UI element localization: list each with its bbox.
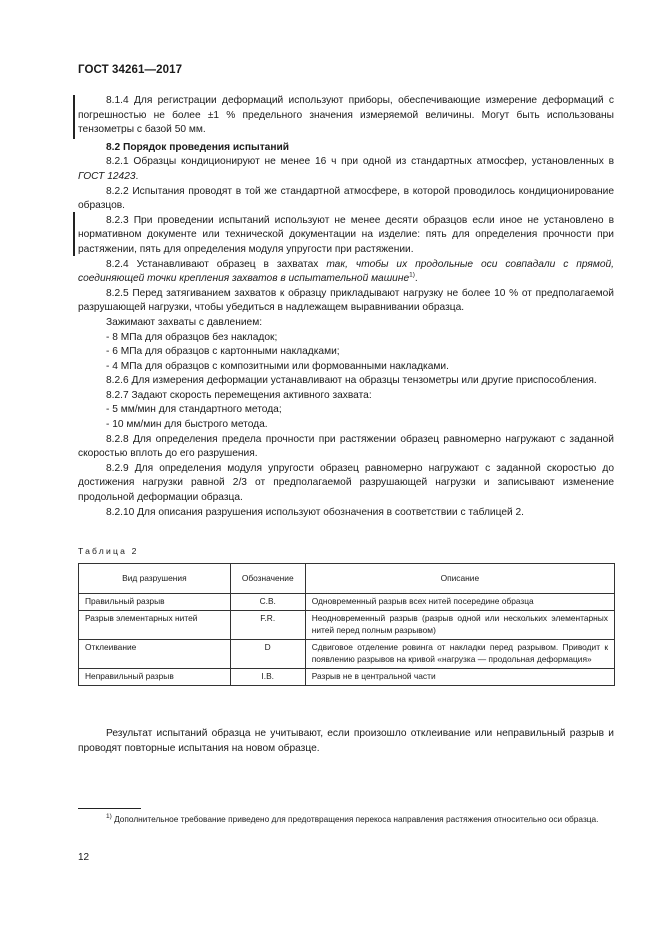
result-paragraph: Результат испытаний образца не учитывают, если произошло отклеивание или неправильный разрыв и проводят повторные испытания на новом образце. bbox=[78, 728, 614, 754]
paragraph-8-2-10: 8.2.10 Для описания разрушения используют обозначения в соответствии с таблицей 2. bbox=[106, 506, 525, 518]
document-header: ГОСТ 34261—2017 bbox=[78, 64, 183, 76]
table-cell: D bbox=[230, 640, 305, 669]
change-bar bbox=[73, 95, 75, 139]
change-bar bbox=[73, 212, 75, 256]
column-header: Обозначение bbox=[230, 564, 305, 594]
table-cell: C.B. bbox=[230, 594, 305, 611]
paragraph-8-2-9: 8.2.9 Для определения модуля упругости образец равномерно нагружают с заданной скоростью до достижения нагрузки равной 2/3 от предполагаемой разрушающей нагрузки и записывают изменение продольной деформации образца. bbox=[78, 462, 614, 504]
paragraph-8-2-4: 8.2.4 Устанавливают образец в захватах так, чтобы их продольные оси совпадали с прямой, соединяющей точки крепления захватов в испытательной машине$^{1)}$. bbox=[78, 258, 614, 285]
paragraph-8-1-4: 8.1.4 Для регистрации деформаций используют приборы, обеспечивающие измерение деформаций с погрешностью не более ±1 % предельного значения измеряемой величины. Могут быть использованы тензометры с базой 50 мм. bbox=[78, 95, 614, 136]
section-heading-8-2: 8.2 Порядок проведения испытаний bbox=[106, 141, 290, 153]
paragraph-8-2-2: 8.2.2 Испытания проводят в той же стандартной атмосфере, в которой проводилось кондиционирование образцов. bbox=[78, 185, 614, 212]
table-row bbox=[79, 640, 615, 669]
table-cell: Неправильный разрыв bbox=[79, 669, 231, 686]
footnote-divider bbox=[78, 808, 141, 809]
paragraph-8-2-3: 8.2.3 При проведении испытаний используют не менее десяти образцов если иное не установлено в нормативном документе или технической документации на изделие: пять для определения прочности при растяжении, пять для определения модуля упругости при растяжении. bbox=[78, 214, 614, 255]
paragraph-8-2-8: 8.2.8 Для определения предела прочности при растяжении образец равномерно нагружают с заданной скоростью вплоть до его разрушения. bbox=[78, 433, 614, 460]
paragraph-8-2-5: 8.2.5 Перед затягиванием захватов к образцу прикладывают нагрузку не более 10 % от предполагаемой разрушающей нагрузки, чтобы убедиться в надлежащем выравнивании образца. bbox=[78, 287, 614, 314]
table-cell: Разрыв элементарных нитей bbox=[79, 611, 231, 640]
body-text bbox=[78, 94, 614, 520]
table-row bbox=[79, 611, 615, 640]
table-caption: Таблица 2 bbox=[78, 546, 139, 556]
paragraph-8-2-7: 8.2.7 Задают скорость перемещения активного захвата: bbox=[106, 389, 372, 401]
list-item: - 8 МПа для образцов без накладок; bbox=[106, 331, 278, 343]
table-cell: I.B. bbox=[230, 669, 305, 686]
paragraph-8-2-6: 8.2.6 Для измерения деформации устанавливают на образцы тензометры или другие приспособления. bbox=[106, 375, 597, 387]
table-cell: Разрыв не в центральной части bbox=[305, 669, 614, 686]
list-item: - 4 МПа для образцов с композитными или формованными накладками. bbox=[106, 360, 449, 372]
table-row bbox=[79, 594, 615, 611]
footnote-mark: 1) bbox=[106, 813, 112, 821]
table-cell: Отклеивание bbox=[79, 640, 231, 669]
list-item: - 5 мм/мин для стандартного метода; bbox=[106, 404, 282, 416]
footnote: $^{1)}$ Дополнительное требование приведено для предотвращения перекоса направления растяжения относительно оси образца. bbox=[106, 813, 599, 824]
table-header-row bbox=[79, 564, 615, 594]
table-cell: Правильный разрыв bbox=[79, 594, 231, 611]
clamp-pressure-intro: Зажимают захваты с давлением: bbox=[106, 316, 263, 328]
column-header: Вид разрушения bbox=[79, 564, 231, 594]
failure-types-table bbox=[78, 563, 615, 686]
list-item: - 10 мм/мин для быстрого метода. bbox=[106, 419, 268, 431]
table-cell: F.R. bbox=[230, 611, 305, 640]
footnote-reference: 1) bbox=[409, 271, 415, 279]
page-number: 12 bbox=[78, 852, 90, 863]
table-cell: Сдвиговое отделение ровинга от накладки перед разрывом. Приводит к появлению разрывов на кривой «нагрузка — продольная деформация» bbox=[305, 640, 614, 669]
table-cell: Неодновременный разрыв (разрыв одной или нескольких элементарных нитей перед полным разрывом) bbox=[305, 611, 614, 640]
paragraph-8-2-1: 8.2.1 Образцы кондиционируют не менее 16 ч при одной из стандартных атмосфер, установленных в ГОСТ 12423. bbox=[78, 156, 614, 182]
list-item: - 6 МПа для образцов с картонными накладками; bbox=[106, 346, 340, 358]
emphasized-text: так, чтобы их продольные оси совпадали с прямой, соединяющей точки крепления захватов в испытательной машине bbox=[78, 258, 614, 285]
standard-reference: ГОСТ 12423 bbox=[78, 170, 136, 182]
table-row bbox=[79, 669, 615, 686]
table-cell: Одновременный разрыв всех нитей посередине образца bbox=[305, 594, 614, 611]
column-header: Описание bbox=[305, 564, 614, 594]
